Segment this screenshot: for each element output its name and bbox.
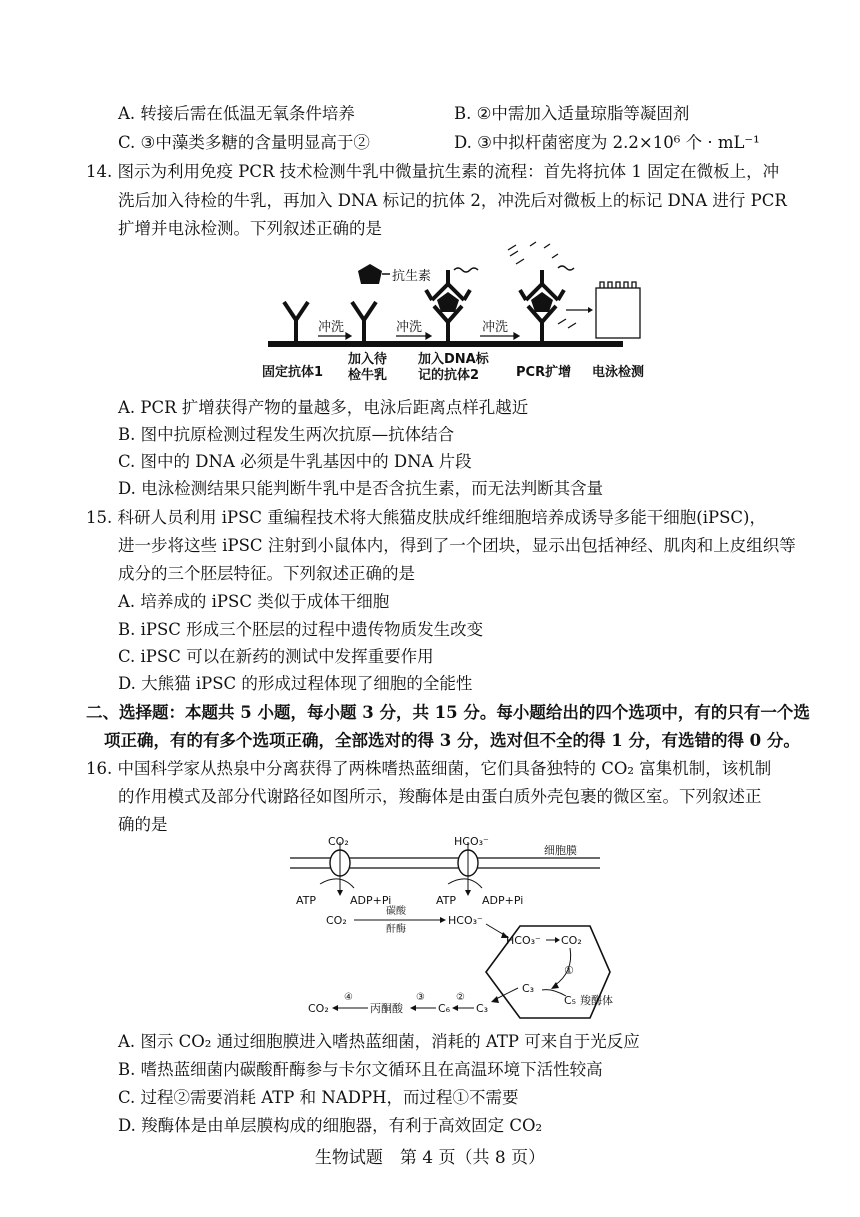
q16-option-a: A. 图示 CO₂ 通过细胞膜进入嗜热蓝细菌，消耗的 ATP 可来自于光反应 [118,1032,640,1051]
c6-label: C₆ [438,1002,451,1015]
enzyme-label-top: 碳酸 [386,906,406,917]
c3-out-label: C₃ [476,1002,489,1015]
co2-out-label: CO₂ [308,1002,329,1015]
q14-option-b: B. 图中抗原检测过程发生两次抗原—抗体结合 [118,425,455,444]
dna-tag-icon [454,268,478,272]
q14-option-c: C. 图中的 DNA 必须是牛乳基因中的 DNA 片段 [118,452,472,471]
co2-in-label: CO₂ [326,914,347,927]
q13-option-c: C. ③中藻类多糖的含量明显高于② [118,133,370,152]
hex-co2-label: CO₂ [561,934,582,947]
step-label-5: 电泳检测 [592,365,645,380]
q14-stem-line-2: 洗后加入待检的牛乳，再加入 DNA 标记的抗体 2，冲洗后对微板上的标记 DNA 进行 PCR [118,191,787,210]
c5-label: C₅ [564,994,577,1007]
q14-stem-line-1: 14. 图示为利用免疫 PCR 技术检测牛乳中微量抗生素的流程：首先将抗体 1 固定在微板上，冲 [86,162,780,181]
step-4-label: ④ [344,992,353,1003]
page-footer: 生物试题 第 4 页（共 8 页） [314,1148,546,1168]
q15-option-c: C. iPSC 可以在新药的测试中发挥重要作用 [118,647,434,666]
atp-label-2: ATP [436,894,457,907]
atp-label-1: ATP [296,894,317,907]
adp-label-2: ADP+Pi [482,894,524,907]
membrane-label: 细胞膜 [544,844,577,857]
wash-label-1: 冲洗 [318,320,345,335]
q16-stem-line-2: 的作用模式及部分代谢路径如图所示，羧酶体是由蛋白质外壳包裹的微区室。下列叙述正 [118,787,762,806]
step-label-2: 加入待 检牛乳 [348,352,388,383]
q16-stem-line-1: 16. 中国科学家从热泉中分离获得了两株嗜热蓝细菌，它们具备独特的 CO₂ 富集机制，该机制 [86,759,772,778]
c3-in-label: C₃ [522,982,535,995]
antibiotic-icon [358,264,382,284]
carboxysome-label: 羧酶体 [580,994,613,1007]
step-3-label: ③ [416,992,425,1003]
q16-option-d: D. 羧酶体是由单层膜构成的细胞器，有利于高效固定 CO₂ [118,1116,543,1135]
pyruvate-label: 丙酮酸 [370,1002,403,1015]
hex-hco3-label: HCO₃⁻ [506,934,541,947]
q15-stem-line-1: 15. 科研人员利用 iPSC 重编程技术将大熊猫皮肤成纤维细胞培养成诱导多能干细胞(iPSC)， [86,508,766,527]
wash-label-2: 冲洗 [396,320,423,335]
q16-option-c: C. 过程②需要消耗 ATP 和 NADPH，而过程①不需要 [118,1088,519,1107]
q16-stem-line-3: 确的是 [118,815,168,834]
q15-stem-line-2: 进一步将这些 iPSC 注射到小鼠体内，得到了一个团块，显示出包括神经、肌肉和上皮组织等 [118,536,796,555]
antibiotic-label: 抗生素 [392,269,432,284]
hco3-top-label: HCO₃⁻ [454,835,489,848]
co2-concentrating-figure [290,832,620,1028]
antibody-1-icon [284,302,308,341]
q13-option-d: D. ③中拟杆菌密度为 2.2×10⁶ 个 · mL⁻¹ [454,133,760,152]
q14-option-a: A. PCR 扩增获得产物的量越多，电泳后距离点样孔越近 [118,398,529,417]
step-label-1: 固定抗体1 [262,365,324,380]
step-label-3: 加入DNA标 记的抗体2 [418,352,489,383]
hco3-in-label: HCO₃⁻ [448,914,483,927]
q16-option-b: B. 嗜热蓝细菌内碳酸酐酶参与卡尔文循环且在高温环境下活性较高 [118,1060,603,1079]
wash-label-3: 冲洗 [482,320,509,335]
q15-option-b: B. iPSC 形成三个胚层的过程中遗传物质发生改变 [118,620,484,639]
q15-option-a: A. 培养成的 iPSC 类似于成体干细胞 [118,592,390,611]
q15-option-d: D. 大熊猫 iPSC 的形成过程体现了细胞的全能性 [118,674,473,693]
q14-stem-line-3: 扩增并电泳检测。下列叙述正确的是 [118,219,382,238]
gel-electrophoresis-icon [596,282,640,338]
q13-option-b: B. ②中需加入适量琼脂等凝固剂 [454,104,690,123]
enzyme-label-bottom: 酐酶 [386,924,406,935]
q13-option-a: A. 转接后需在低温无氧条件培养 [118,104,355,123]
q15-stem-line-3: 成分的三个胚层特征。下列叙述正确的是 [118,564,415,583]
co2-top-label: CO₂ [328,835,349,848]
section2-line-2: 项正确，有的有多个选项正确，全部选对的得 3 分，选对但不全的得 1 分，有选错的得 0 分。 [104,731,800,750]
step-label-4: PCR扩增 [516,365,572,380]
adp-label-1: ADP+Pi [350,894,392,907]
antibody-1-icon [352,302,376,341]
q14-option-d: D. 电泳检测结果只能判断牛乳中是否含抗生素，而无法判断其含量 [118,479,604,498]
step-2-label: ② [456,992,465,1003]
microplate-bar [268,341,623,347]
section2-line-1: 二、选择题：本题共 5 小题，每小题 3 分，共 15 分。每小题给出的四个选项中，有的只有一个选 [86,703,810,722]
step-1-label: ① [564,964,574,977]
